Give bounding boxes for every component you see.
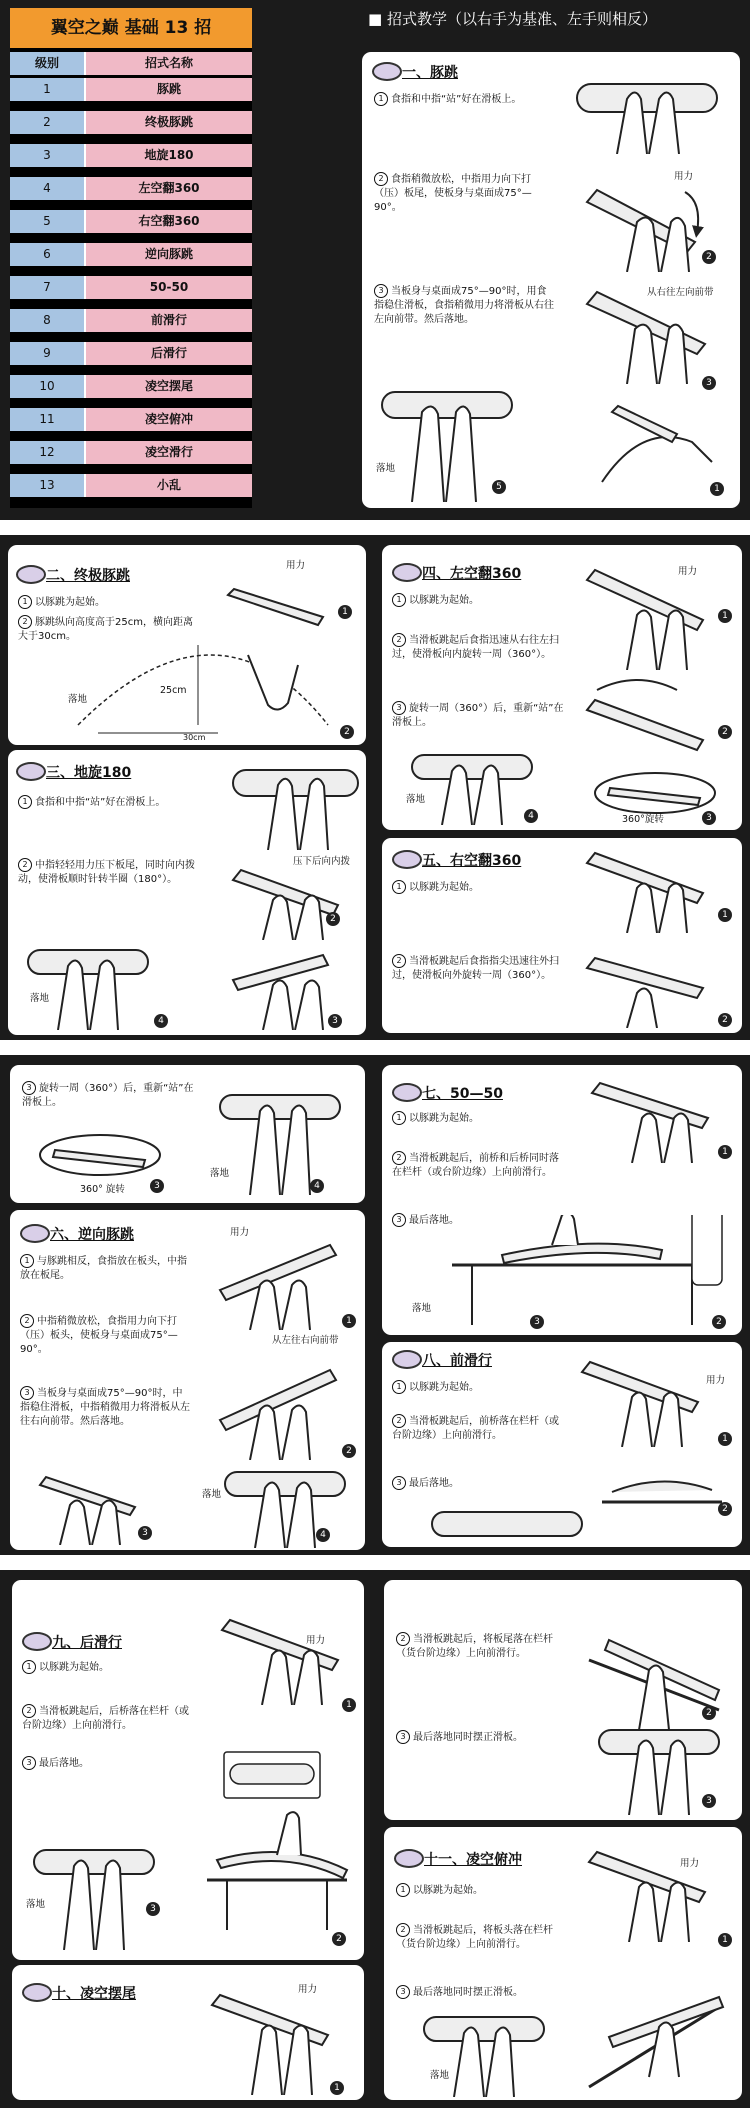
step-1: 1 以豚跳为起始。: [392, 593, 582, 608]
step-number: 1: [718, 609, 732, 623]
table-header: [10, 52, 252, 75]
step-number: 2: [326, 912, 340, 926]
step-3: 3 旋转一周（360°）后，重新“站”在滑板上。: [22, 1083, 194, 1108]
step-number: 2: [702, 250, 716, 264]
press-board-illustration: [582, 1073, 732, 1163]
section-title: 七、50—50: [422, 1086, 503, 1102]
table-row: [10, 243, 252, 266]
table-title: 翼空之巅 基础 13 招: [10, 8, 252, 48]
level-cell: 12: [10, 441, 86, 464]
land-label: 落地: [412, 1303, 432, 1314]
force-label: 用力: [298, 1984, 318, 1995]
saucer-icon: [392, 850, 422, 869]
move-cell: 后滑行: [86, 342, 252, 365]
section-title: 九、后滑行: [52, 1635, 122, 1651]
saucer-icon: [22, 1632, 52, 1651]
press-board-illustration: [202, 1985, 352, 2095]
step-2: 2 当滑板跳起后，将板头落在栏杆（货台阶边缘）上向前滑行。: [396, 1925, 553, 1950]
step-number: 2: [342, 1444, 356, 1458]
table-row: [10, 408, 252, 431]
move-cell: 前滑行: [86, 309, 252, 332]
step-number: 3: [702, 811, 716, 825]
table-row: [10, 78, 252, 101]
step-number: 4: [310, 1179, 324, 1193]
level-cell: 10: [10, 375, 86, 398]
landing-illustration: [24, 1840, 164, 1950]
step-number: 4: [154, 1014, 168, 1028]
direction-label: 压下后向内拨: [293, 856, 351, 867]
step-number: 4: [524, 809, 538, 823]
step-number: 3: [150, 1179, 164, 1193]
move-cell: 豚跳: [86, 78, 252, 101]
step-3: 3 最后落地。: [392, 1213, 562, 1228]
step-3: 3 最后落地同时摆正滑板。: [396, 1985, 576, 2000]
table-row: [10, 309, 252, 332]
move-cell: 右空翻360: [86, 210, 252, 233]
step-number: 1: [338, 605, 352, 619]
step-1: 1 食指和中指“站”好在滑板上。: [18, 795, 218, 810]
level-cell: 3: [10, 144, 86, 167]
section-3-card: [8, 750, 366, 1035]
direction-label: 从左往右向前带: [272, 1335, 339, 1346]
saucer-icon: [16, 565, 46, 584]
level-cell: 6: [10, 243, 86, 266]
saucer-icon: [394, 1849, 424, 1868]
force-label: 用力: [286, 560, 306, 571]
step-number: 1: [342, 1698, 356, 1712]
section-title: 八、前滑行: [422, 1353, 492, 1369]
step-number: 1: [718, 1933, 732, 1947]
step-3: 3 最后落地。: [22, 1756, 192, 1771]
step-2: 2 当滑板跳起后，将板尾落在栏杆（货台阶边缘）上向前滑行。: [396, 1634, 553, 1659]
step-number: 1: [718, 1432, 732, 1446]
step-1: 1 以豚跳为起始。: [22, 1660, 202, 1675]
step-1: 1 以豚跳为起始。: [396, 1883, 576, 1898]
land-label: 落地: [26, 1899, 46, 1910]
section-10-continued-card: [384, 1580, 742, 1820]
header-level: 级别: [10, 52, 86, 75]
level-cell: 13: [10, 474, 86, 497]
step-number: 2: [340, 725, 354, 739]
table-row: [10, 375, 252, 398]
section-8-card: [382, 1342, 742, 1547]
step-number: 2: [332, 1932, 346, 1946]
distance-label: 30cm: [183, 733, 206, 742]
step-1: 1 食指和中指“站”好在滑板上。: [374, 92, 554, 107]
move-cell: 50-50: [86, 276, 252, 299]
saucer-icon: [16, 762, 46, 781]
step-3: 3 最后落地。: [392, 1476, 562, 1491]
force-label: 用力: [230, 1227, 250, 1238]
press-board-illustration: [212, 1610, 362, 1705]
step-number: 3: [138, 1526, 152, 1540]
step-1: 1 与豚跳相反，食指放在板头，中指放在板尾。: [20, 1256, 187, 1281]
fingers-board-illustration: [228, 760, 363, 850]
move-cell: 逆向豚跳: [86, 243, 252, 266]
land-label: 落地: [30, 993, 50, 1004]
section-title: 五、右空翻360: [422, 853, 522, 869]
step-2: 2 豚跳纵向高度高于25cm，横向距离大于30cm。: [18, 617, 193, 642]
force-label: 用力: [306, 1635, 326, 1646]
step-3: 3 最后落地同时摆正滑板。: [396, 1730, 576, 1745]
level-cell: 8: [10, 309, 86, 332]
land-label: 落地: [202, 1489, 222, 1500]
step-1: 1 以豚跳为起始。: [392, 1380, 572, 1395]
step-number: 2: [718, 1502, 732, 1516]
step-number: 5: [492, 480, 506, 494]
section-9-card: [12, 1580, 364, 1960]
step-number: 1: [718, 908, 732, 922]
table-row: [10, 474, 252, 497]
section-5-continued-card: [10, 1065, 365, 1203]
move-cell: 凌空滑行: [86, 441, 252, 464]
level-cell: 5: [10, 210, 86, 233]
move-cell: 地旋180: [86, 144, 252, 167]
move-cell: 凌空摆尾: [86, 375, 252, 398]
move-cell: 左空翻360: [86, 177, 252, 200]
section-title: 三、地旋180: [46, 765, 132, 781]
step-number: 3: [702, 1794, 716, 1808]
step-number: 1: [718, 1145, 732, 1159]
step-1: 1 以豚跳为起始。: [392, 880, 582, 895]
step-number: 3: [146, 1902, 160, 1916]
step-number: 1: [330, 2081, 344, 2095]
table-row: [10, 276, 252, 299]
table-row: [10, 177, 252, 200]
saucer-icon: [392, 1350, 422, 1369]
step-2: 2 当滑板跳起后食指指尖迅速往外扫过，使滑板向外旋转一周（360°）。: [392, 956, 559, 981]
step-number: 1: [710, 482, 724, 496]
step-number: 2: [712, 1315, 726, 1329]
step-2: 2 当滑板跳起后，前桥和后桥同时落在栏杆（或台阶边缘）上向前滑行。: [392, 1153, 559, 1178]
section-title: 四、左空翻360: [422, 566, 522, 582]
section-6-card: [10, 1210, 365, 1550]
level-cell: 1: [10, 78, 86, 101]
table-row: [10, 441, 252, 464]
step-3: 3 当板身与桌面成75°—90°时，中指稳住滑板，中指稍微用力将滑板从左往右向前带。然后落地。: [20, 1388, 190, 1427]
section-5-card: [382, 838, 742, 1033]
section-title: 十、凌空摆尾: [52, 1986, 136, 2002]
lift-board-illustration: [200, 1350, 360, 1460]
step-3: 3 旋转一周（360°）后，重新“站”在滑板上。: [392, 703, 564, 728]
level-cell: 2: [10, 111, 86, 134]
landing-illustration: [210, 1085, 350, 1195]
jump-arc-illustration: [68, 585, 358, 740]
rail-grind-illustration: [412, 1215, 732, 1330]
step-number: 2: [718, 725, 732, 739]
board-inset-illustration: [222, 1750, 322, 1800]
press-board-illustration: [223, 860, 358, 940]
press-board-illustration: [572, 1352, 732, 1447]
direction-label: 从右往左向前带: [647, 287, 714, 298]
step-3: 3 当板身与桌面成75°—90°时，用食指稳住滑板，食指稍微用力将滑板从右往左向前带。然后落地。: [374, 286, 554, 325]
section-4-card: [382, 545, 742, 830]
table-row: [10, 144, 252, 167]
fingers-board-illustration: [567, 64, 727, 154]
hand-illustration: [20, 1465, 180, 1545]
step-number: 2: [702, 1706, 716, 1720]
level-cell: 4: [10, 177, 86, 200]
step-number: 3: [328, 1014, 342, 1028]
section-11-card: [384, 1827, 742, 2100]
step-2: 2 食指稍微放松，中指用力向下打（压）板尾，使板身与桌面成75°—90°。: [374, 174, 532, 213]
section-title: 十一、凌空俯冲: [424, 1852, 522, 1868]
rail-grind-illustration: [579, 1977, 734, 2092]
landing-illustration: [402, 745, 542, 825]
saucer-icon: [20, 1224, 50, 1243]
rail-grind-illustration: [412, 1472, 732, 1547]
land-label: 落地: [210, 1168, 230, 1179]
spin-illustration: [25, 1125, 175, 1185]
moves-table: [10, 8, 252, 508]
section-7-card: [382, 1065, 742, 1335]
section-title: 一、豚跳: [402, 65, 458, 81]
step-2: 2 中指稍微放松，食指用力向下打（压）板头，使板身与桌面成75°—90°。: [20, 1316, 178, 1355]
step-number: 3: [702, 376, 716, 390]
force-label: 用力: [680, 1858, 700, 1869]
step-2: 2 当滑板跳起后，后桥落在栏杆（或台阶边缘）上向前滑行。: [22, 1706, 189, 1731]
press-board-illustration: [200, 1230, 360, 1330]
step-2: 2 当滑板跳起后，前桥落在栏杆（或台阶边缘）上向前滑行。: [392, 1416, 559, 1441]
move-cell: 小乱: [86, 474, 252, 497]
step-number: 3: [530, 1315, 544, 1329]
step-1: 1 以豚跳为起始。: [392, 1111, 572, 1126]
section-2-card: [8, 545, 366, 745]
land-label: 落地: [376, 463, 396, 474]
landing-illustration: [414, 2007, 554, 2097]
saucer-icon: [22, 1983, 52, 2002]
step-number: 4: [316, 1528, 330, 1542]
table-row: [10, 111, 252, 134]
flip-illustration: [577, 938, 737, 1028]
landing-illustration: [215, 1462, 355, 1548]
section-10-card: [12, 1965, 364, 2100]
force-label: 用力: [706, 1375, 726, 1386]
hand-illustration: [562, 402, 732, 502]
level-cell: 9: [10, 342, 86, 365]
force-label: 用力: [674, 171, 694, 182]
section-title: 二、终极豚跳: [46, 568, 130, 584]
spin-label: 360°旋转: [622, 814, 664, 825]
saucer-icon: [372, 62, 402, 81]
saucer-icon: [392, 563, 422, 582]
table-row: [10, 342, 252, 365]
table-row: [10, 210, 252, 233]
spin-label: 360° 旋转: [80, 1184, 125, 1195]
teach-header: ■ 招式教学（以右手为基准、左手则相反）: [368, 10, 657, 28]
height-label: 25cm: [160, 685, 187, 696]
saucer-icon: [392, 1083, 422, 1102]
press-board-illustration: [579, 1842, 734, 1942]
level-cell: 11: [10, 408, 86, 431]
press-board-illustration: [577, 843, 737, 933]
press-board-illustration: [577, 560, 737, 670]
level-cell: 7: [10, 276, 86, 299]
flip-illustration: [577, 670, 737, 770]
landing-illustration: [18, 940, 158, 1030]
step-2: 2 当滑板跳起后食指迅速从右往左扫过，使滑板向内旋转一周（360°）。: [392, 635, 559, 660]
step-2: 2 中指轻轻用力压下板尾，同时向内拨动，使滑板顺时针转半圈（180°）。: [18, 860, 195, 885]
land-label: 落地: [68, 694, 88, 705]
section-1-card: [362, 52, 740, 508]
rail-grind-illustration: [197, 1800, 357, 1930]
move-cell: 终极豚跳: [86, 111, 252, 134]
land-label: 落地: [430, 2070, 450, 2081]
move-cell: 凌空俯冲: [86, 408, 252, 431]
header-move: 招式名称: [86, 52, 252, 75]
step-1: 1 以豚跳为起始。: [18, 595, 208, 610]
force-label: 用力: [678, 566, 698, 577]
section-title: 六、逆向豚跳: [50, 1227, 134, 1243]
step-number: 2: [718, 1013, 732, 1027]
land-label: 落地: [406, 794, 426, 805]
step-number: 1: [342, 1314, 356, 1328]
